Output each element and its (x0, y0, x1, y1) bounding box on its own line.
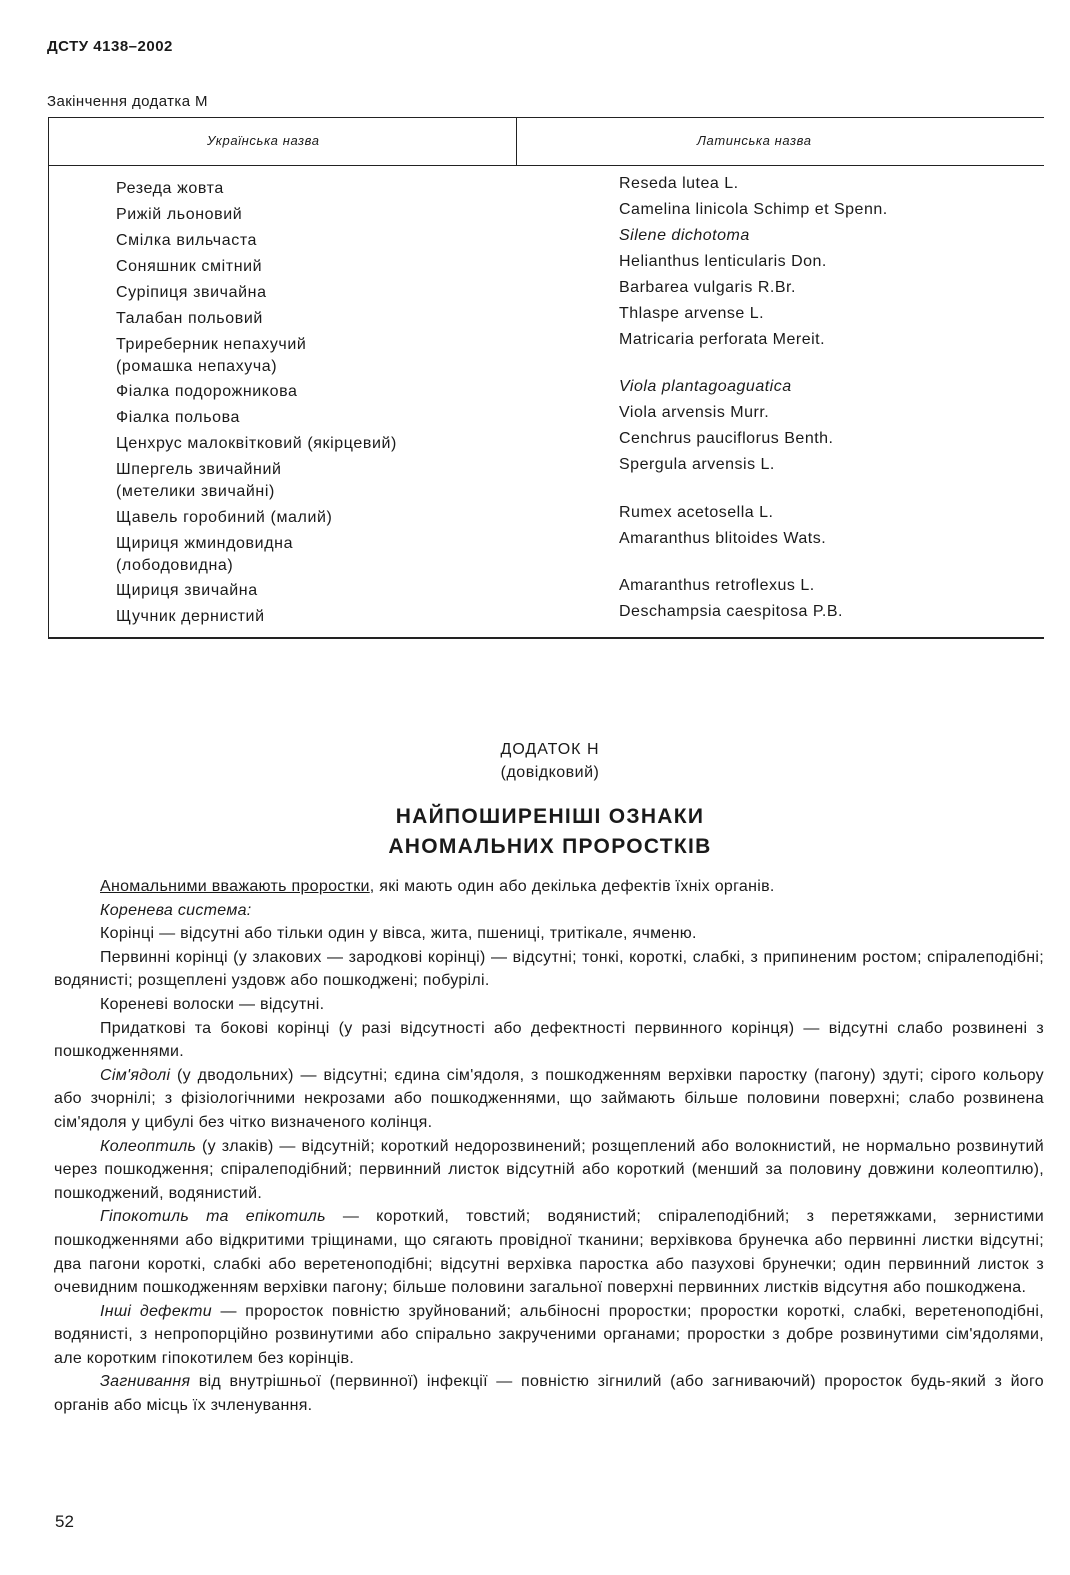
latin-name: Rumex acetosella L. (619, 504, 774, 521)
table-continuation-caption: Закінчення додатка М (47, 93, 208, 110)
latin-name: Helianthus lenticularis Don. (619, 253, 827, 270)
latin-name: Amaranthus blitoides Wats. (619, 530, 827, 547)
appendix-type: (довідковий) (500, 764, 600, 781)
ukrainian-name: Фіалка подорожникова (116, 383, 298, 400)
ukrainian-name: Ценхрус малоквітковий (якірцевий) (116, 435, 397, 452)
latin-name: Barbarea vulgaris R.Br. (619, 279, 796, 296)
rotting-text: від внутрішньої (первинної) інфекції — повністю зігнилий (або загниваючий) проросток будь-який з його органів або місць їх зчленування. (54, 1373, 1044, 1415)
appendix-title-line-1: НАЙПОШИРЕНІШІ ОЗНАКИ (395, 805, 705, 828)
plant-names-table (48, 117, 1044, 639)
ukrainian-name-alt: (ромашка непахуча) (116, 358, 278, 375)
latin-name: Reseda lutea L. (619, 175, 739, 192)
latin-name: Camelina linicola Schimp et Spenn. (619, 201, 888, 218)
paragraph-cotyledons (54, 1064, 1044, 1135)
paragraph-rotting (54, 1370, 1044, 1417)
term-hypocotyl: Гіпокотиль та епікотиль (100, 1208, 326, 1226)
other-defects-text: — проросток повністю зруйнований; альбіносні проростки; проростки короткі, слабкі, веретеноподібні, водянисті, з непропорційно розвинутими або спірально закрученими органами; проростки з добре розвинутими сім'ядолями, але коротким гіпокотилем без корінців. (54, 1302, 1044, 1367)
latin-name: Thlaspe arvense L. (619, 305, 765, 322)
ukrainian-name: Фіалка польова (116, 409, 241, 426)
latin-name: Amaranthus retroflexus L. (619, 577, 815, 594)
latin-name: Spergula arvensis L. (619, 456, 775, 473)
appendix-label: ДОДАТОК Н (500, 741, 600, 758)
ukrainian-name: Щириця звичайна (116, 582, 258, 599)
ukrainian-name: Смілка вильчаста (116, 232, 258, 249)
ukrainian-name: Триреберник непахучий (116, 336, 307, 353)
intro-paragraph (54, 875, 1044, 899)
ukrainian-name: Талабан польовий (116, 310, 263, 327)
cotyledons-text: (у дводольних) — відсутні; єдина сім'ядоля, з пошкодженням верхівки паростку (пагону) здуті; сірого кольору або зчорнілі; з фізіологічними некрозами або пошкодженнями, що займають більше половини поверхні; слабо розвинена сім'ядоля у цибулі без чітко визначеного колінця. (54, 1066, 1044, 1131)
ukrainian-name: Щавель горобиний (малий) (116, 509, 333, 526)
intro-underlined-phrase: Аномальними вважають проростки (100, 878, 370, 895)
ukrainian-name-alt: (метелики звичайні) (116, 483, 275, 500)
latin-name: Viola arvensis Murr. (619, 404, 770, 421)
paragraph-rootlets: Корінці — відсутні або тільки один у вівса, жита, пшениці, тритікале, ячменю. (100, 925, 697, 943)
latin-name: Deschampsia caespitosa P.B. (619, 603, 843, 620)
coleoptile-text: (у злаків) — відсутній; короткий недорозвинений; розщеплений або волокнистий, не нормально розвинутий через пошкодження; спіралеподібний; первинний листок відсутній або короткий (менший за половину довжини колеоптилю), пошкоджений, водянистий. (54, 1137, 1044, 1202)
paragraph-primary-roots: Первинні корінці (у злакових — зародкові корінці) — відсутні; тонкі, короткі, слабкі, з припиненим ростом; спіралеподібні; водянисті; розщеплені уздовж або пошкоджені; побурілі. (54, 948, 1044, 990)
table-column-divider (516, 118, 517, 165)
column-header-ukrainian: Українська назва (207, 133, 320, 148)
paragraph-coleoptile (54, 1135, 1044, 1206)
paragraph-other-defects (54, 1300, 1044, 1371)
ukrainian-name: Резеда жовта (116, 180, 224, 197)
column-header-latin: Латинська назва (697, 133, 812, 148)
appendix-body (54, 875, 1044, 1418)
appendix-title-line-2: АНОМАЛЬНИХ ПРОРОСТКІВ (388, 835, 712, 858)
latin-name: Cenchrus pauciflorus Benth. (619, 430, 834, 447)
latin-name: Matricaria perforata Mereit. (619, 331, 826, 348)
ukrainian-name: Щириця жминдовидна (116, 535, 294, 552)
paragraph-adventitious-roots: Придаткові та бокові корінці (у разі відсутності або дефектності первинного корінця) — відсутні слабо розвинені з пошкодженнями. (54, 1019, 1044, 1061)
ukrainian-name-alt: (лободовидна) (116, 557, 234, 574)
hypocotyl-text: — короткий, товстий; водянистий; спіралеподібний; з перетяжками, зернистими пошкодженнями або відкритими тріщинами, що сягають провідної тканини; верхівкова брунечка або первинні листки відсутні; два пагони короткі, слабкі або веретеноподібні; відсутні верхівка паростка або пазухові брунечки; один первинний листок з очевидним пошкодженням верхівки пагону; більше половини загальної поверхні первинних листків відсутня або пошкоджена. (54, 1208, 1044, 1297)
paragraph-hypocotyl (54, 1205, 1044, 1299)
ukrainian-name: Шпергель звичайний (116, 461, 282, 478)
page-number: 52 (55, 1512, 74, 1531)
term-cotyledons: Сім'ядолі (100, 1066, 171, 1084)
ukrainian-name: Суріпиця звичайна (116, 284, 267, 301)
term-rotting: Загнивання (100, 1373, 191, 1391)
root-system-heading: Коренева система: (100, 901, 252, 919)
table-header-rule (49, 165, 1044, 166)
ukrainian-name: Соняшник смітний (116, 258, 263, 275)
latin-name: Viola plantagoaguatica (619, 378, 792, 395)
term-coleoptile: Колеоптиль (100, 1137, 197, 1155)
term-other-defects: Інші дефекти (100, 1302, 212, 1320)
intro-rest: , які мають один або декілька дефектів їхніх органів. (369, 878, 775, 895)
ukrainian-name: Рижій льоновий (116, 206, 243, 223)
latin-name: Silene dichotoma (619, 227, 750, 244)
ukrainian-name: Щучник дернистий (116, 608, 265, 625)
paragraph-root-hairs: Кореневі волоски — відсутні. (100, 995, 325, 1013)
document-code: ДСТУ 4138–2002 (47, 38, 173, 55)
